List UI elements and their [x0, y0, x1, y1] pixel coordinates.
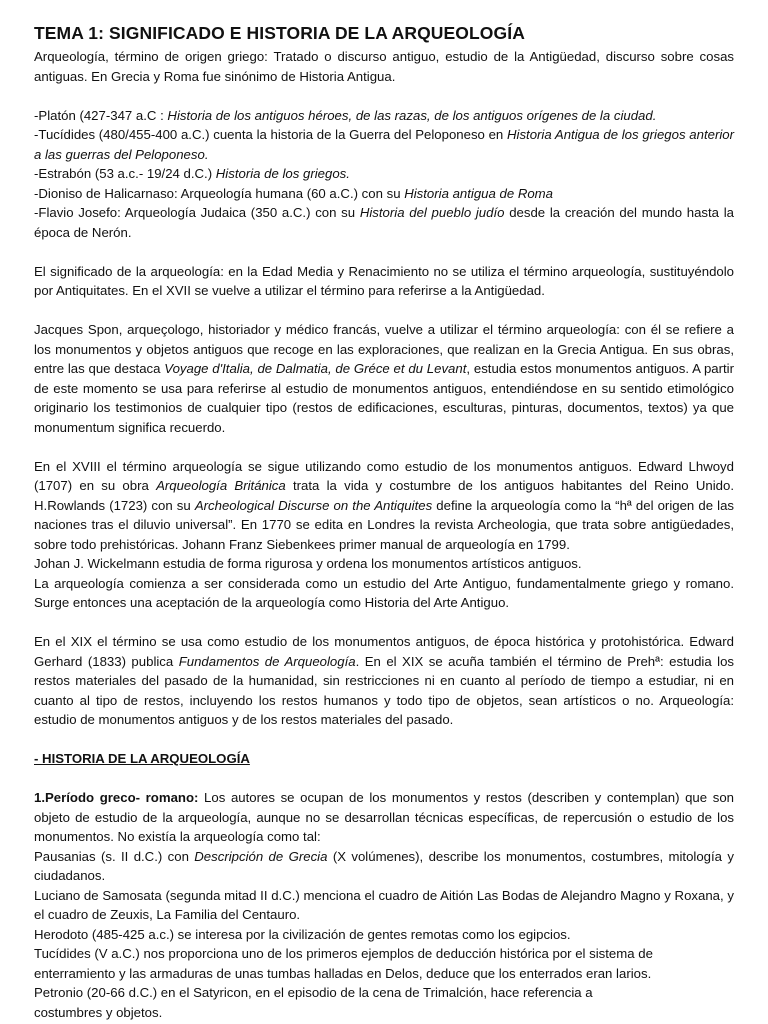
- xix-work: Fundamentos de Arqueología: [178, 653, 356, 669]
- author-flavio-text: -Flavio Josefo: Arqueología Judaica (350 a.C.) con su: [34, 205, 360, 220]
- petronio-line-1: [34, 983, 734, 1003]
- author-tucidides-work: Historia Antigua de los griegos anterior a las guerras del Peloponeso.: [34, 127, 734, 162]
- arte-antiguo-paragraph: [34, 574, 734, 613]
- author-dioniso-work: Historia antigua de Roma: [404, 185, 554, 201]
- spacer: [34, 242, 734, 262]
- xviii-text: En el XVIII el término arqueología se sigue utilizando como estudio de los monumentos antiguos. Edward Lhwoyd (1707) en su obra: [34, 458, 734, 493]
- luciano-text: Luciano de Samosata (segunda mitad II d.C.) menciona el cuadro de Aitión Las Bodas de Alejandro Magno y Roxana, y el cuadro de Zeuxis, La Familia del Centauro.: [34, 887, 734, 922]
- xviii-paragraph: [34, 457, 734, 555]
- spacer: [34, 301, 734, 321]
- medieval-text: El significado de la arqueología: en la Edad Media y Renacimiento no se utiliza el término arqueología, sustituyéndolo por Antiquitates. En el XVII se vuelve a utilizar el término para referirse a la Antigüedad.: [34, 263, 734, 298]
- author-flavio-text-end: desde la creación del mundo hasta la época de Nerón.: [34, 205, 734, 240]
- tucidides-text: Tucídides (V a.C.) nos proporciona uno de los primeros ejemplos de deducción histórica por el sistema de enterramiento y las armaduras de unas tumbas halladas en Delos, deduce que los enterrados eran larios.: [34, 946, 653, 981]
- medieval-paragraph: [34, 262, 734, 301]
- author-tucidides-text: -Tucídides (480/455-400 a.C.) cuenta la historia de la Guerra del Peloponeso en: [34, 127, 507, 142]
- author-platon-work: Historia de los antiguos héroes, de las razas, de los antiguos orígenes de la ciudad.: [167, 107, 657, 123]
- spacer: [34, 769, 734, 789]
- xviii-work-2: Archeological Discurse on the Antiquites: [194, 497, 433, 513]
- author-dioniso: [34, 184, 734, 204]
- section-heading: - HISTORIA DE LA ARQUEOLOGÍA: [34, 751, 250, 766]
- spacer: [34, 730, 734, 750]
- author-estrabon: [34, 164, 734, 184]
- spacer: [34, 613, 734, 633]
- xviii-work-1: Arqueología Británica: [156, 478, 286, 493]
- author-flavio: [34, 203, 734, 242]
- spon-text-end: , estudia estos monumentos antiguos. A partir de este momento se usa para referirse al estudio de monumentos antiguos, entendiéndose en su sentido etimológico originario los testimonios de cualquier tipo (restos de edificaciones, esculturas, pinturas, documentos, textos) ya que monumentum significa recuerdo.: [34, 361, 734, 435]
- spon-text: Jacques Spon, arqueçologo, historiador y médico francás, vuelve a utilizar el término arqueología: con él se refiere a los monumentos y objetos antiguos que recoge en las exploraciones, que realizan en la Grecia Antigua. En sus obras, entre las que destaca: [34, 322, 734, 376]
- petronio-line-2: [34, 1003, 734, 1023]
- intro-text: Arqueología, término de origen griego: Tratado o discurso antiguo, estudio de la Antigüedad, discurso sobre cosas antiguas. En Grecia y Roma fue sinónimo de Historia Antigua.: [34, 49, 734, 84]
- xviii-text-end: define la arqueología como la “hª del origen de las naciones tras el diluvio universal”. En 1770 se edita en Londres la revista Archeologia, que trata sobre antigüedades, sobre todo prehistóricas. Johann Franz Siebenkees primer manual de arqueología en 1799.: [34, 497, 735, 552]
- periodo-label: 1.Período greco- romano:: [34, 790, 199, 805]
- pausanias-work: Descripción de Grecia: [194, 848, 328, 864]
- author-estrabon-work: Historia de los griegos.: [215, 166, 350, 181]
- author-dioniso-text: -Dioniso de Halicarnaso: Arqueología humana (60 a.C.) con su: [34, 185, 405, 201]
- petronio-text-1: Petronio (20-66 d.C.) en el Satyricon, en el episodio de la cena de Trimalción, hace referencia a: [34, 985, 593, 1000]
- spon-paragraph: [34, 320, 734, 437]
- pausanias-text-end: (X volúmenes), describe los monumentos, costumbres, mitología y ciudadanos.: [34, 848, 734, 883]
- author-estrabon-text: -Estrabón (53 a.c.- 19/24 d.C.): [34, 166, 216, 181]
- xix-text-end: . En el XIX se acuña también el término de Prehª: estudia los restos materiales del pasado de la humanidad, sin restricciones ni en cuanto al período de tiempo a estudiar, ni en cuanto al tipo de restos, incluyendo los restos humanos y todo tipo de objetos, sean artísticos o no. Arqueología: estudio de monumentos antiguos y de los restos materiales del pasado.: [34, 653, 735, 727]
- wickelmann-text: Johan J. Wickelmann estudia de forma rigurosa y ordena los monumentos artísticos antiguos.: [34, 556, 582, 571]
- spon-work: Voyage d'Italia, de Dalmatia, de Gréce et du Levant: [164, 361, 467, 376]
- herodoto-text: Herodoto (485-425 a.c.) se interesa por la civilización de gentes remotas como los egipcios.: [34, 926, 571, 942]
- page-title: TEMA 1: SIGNIFICADO E HISTORIA DE LA ARQUEOLOGÍA: [34, 23, 525, 43]
- xix-text: En el XIX el término se usa como estudio de los monumentos antiguos, de época histórica y protohistórica. Edward Gerhard (1833) publica: [34, 634, 734, 669]
- periodo-paragraph: [34, 788, 734, 847]
- author-tucidides: [34, 125, 734, 164]
- xviii-text-mid: trata la vida y costumbre de los antiguos habitantes del Reino Unido. H.Rowlands (1723) con su: [34, 478, 734, 513]
- tucidides-paragraph: [34, 944, 734, 983]
- author-platon-text: -Platón (427-347 a.C :: [34, 107, 168, 123]
- author-flavio-work: Historia del pueblo judío: [359, 205, 505, 220]
- luciano-paragraph: [34, 886, 734, 925]
- intro-paragraph: [34, 47, 734, 86]
- author-platon: [34, 106, 734, 126]
- pausanias-paragraph: [34, 847, 734, 886]
- xix-paragraph: [34, 632, 734, 730]
- spacer: [34, 86, 734, 106]
- wickelmann-line: [34, 554, 734, 574]
- periodo-text: Los autores se ocupan de los monumentos y restos (describen y contemplan) que son objeto de estudio de la arqueología, aunque no se desarrollan técnicas específicas, de repercusión o estudio de los monumentos. No existía la arqueología como tal:: [34, 790, 734, 844]
- herodoto-line: [34, 925, 734, 945]
- arte-antiguo-text: La arqueología comienza a ser considerada como un estudio del Arte Antiguo, fundamentalmente griego y romano. Surge entonces una aceptación de la arqueología como Historia del Arte Antiguo.: [34, 575, 734, 610]
- pausanias-text: Pausanias (s. II d.C.) con: [34, 848, 195, 864]
- petronio-text-2: costumbres y objetos.: [34, 1004, 163, 1020]
- spacer: [34, 437, 734, 457]
